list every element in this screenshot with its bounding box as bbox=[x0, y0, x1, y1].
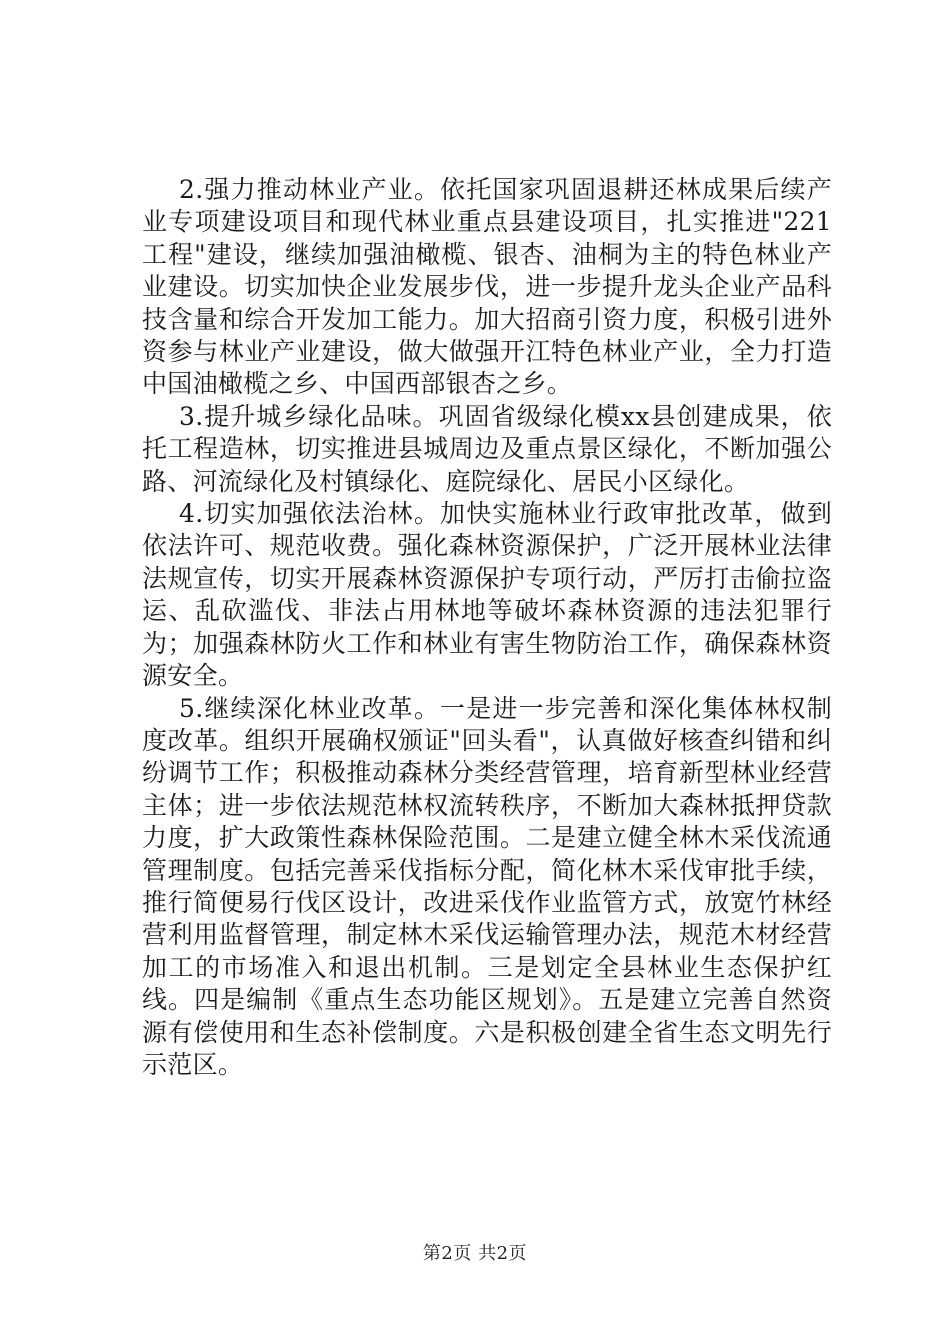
document-body bbox=[142, 174, 832, 1081]
paragraph-forestry-industry: 2.强力推动林业产业。依托国家巩固退耕还林成果后续产业专项建设项目和现代林业重点县建设项目，扎实推进"221工程"建设，继续加强油橄榄、银杏、油桐为主的特色林业产业建设。切实加快企业发展步伐，进一步提升龙头企业产品科技含量和综合开发加工能力。加大招商引资力度，积极引进外资参与林业产业建设，做大做强开江特色林业产业，全力打造中国油橄榄之乡、中国西部银杏之乡。 bbox=[142, 175, 832, 399]
page-footer: 第2页 共2页 bbox=[422, 1243, 528, 1264]
paragraph-forestry-reform: 5.继续深化林业改革。一是进一步完善和深化集体林权制度改革。组织开展确权颁证"回头看"，认真做好核查纠错和纠纷调节工作；积极推动森林分类经营管理，培育新型林业经营主体；进一步依法规范林权流转秩序，不断加大森林抵押贷款力度，扩大政策性森林保险范围。二是建立健全林木采伐流通管理制度。包括完善采伐指标分配，简化林木采伐审批手续，推行简便易行伐区设计，改进采伐作业监管方式，放宽竹林经营利用监督管理，制定林木采伐运输管理办法，规范木材经营加工的市场准入和退出机制。三是划定全县林业生态保护红线。四是编制《重点生态功能区规划》。五是建立完善自然资源有偿使用和生态补偿制度。六是积极创建全省生态文明先行示范区。 bbox=[142, 693, 832, 1079]
paragraph-forest-law-governance: 4.切实加强依法治林。加快实施林业行政审批改革，做到依法许可、规范收费。强化森林资源保护，广泛开展林业法律法规宣传，切实开展森林资源保护专项行动，严厉打击偷拉盗运、乱砍滥伐、非法占用林地等破坏森林资源的违法犯罪行为；加强森林防火工作和林业有害生物防治工作，确保森林资源安全。 bbox=[142, 499, 832, 691]
paragraph-urban-rural-greening: 3.提升城乡绿化品味。巩固省级绿化模xx县创建成果，依托工程造林，切实推进县城周边及重点景区绿化，不断加强公路、河流绿化及村镇绿化、庭院绿化、居民小区绿化。 bbox=[142, 401, 832, 496]
